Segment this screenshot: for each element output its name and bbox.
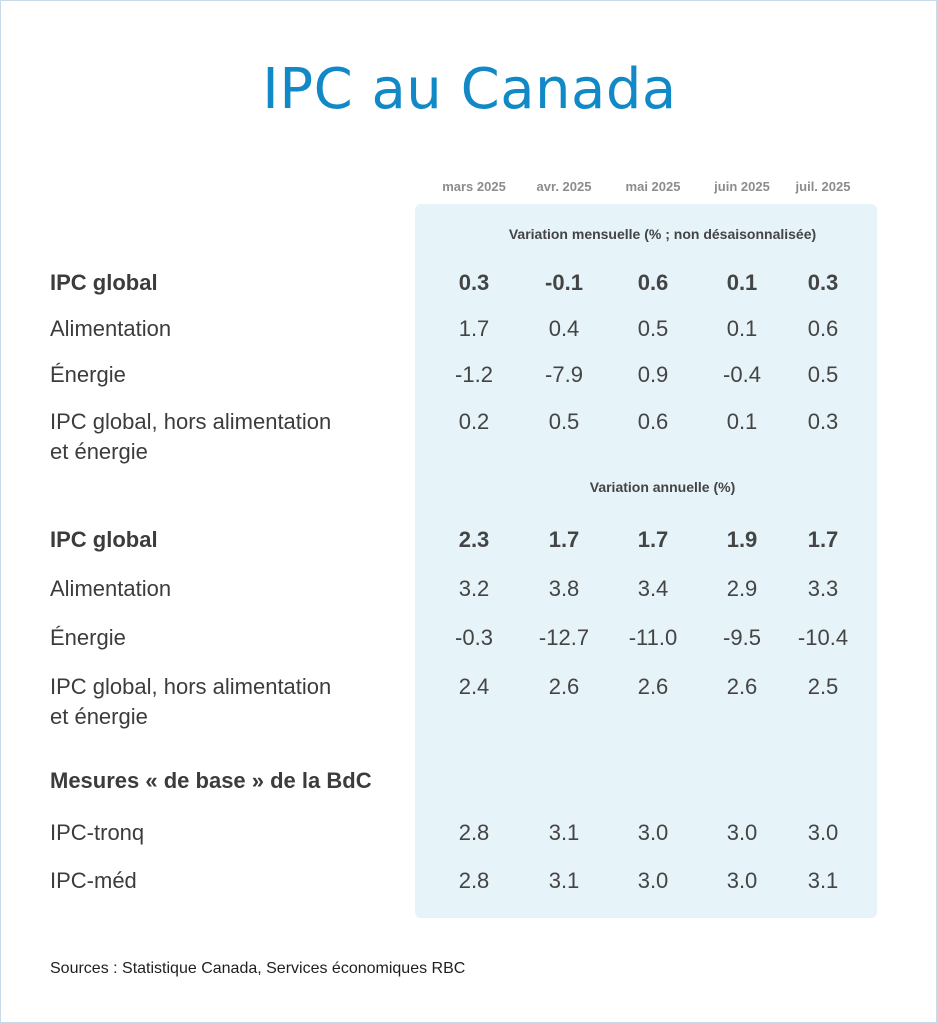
table-cell: 0.5 xyxy=(548,409,580,434)
data-panel xyxy=(415,204,877,918)
table-cell: 2.4 xyxy=(458,674,490,699)
table-cell: 2.9 xyxy=(726,576,758,601)
table-cell: 3.1 xyxy=(807,868,839,893)
table-cell: 0.5 xyxy=(807,362,839,387)
table-cell: 3.0 xyxy=(637,868,669,893)
table-cell: 0.1 xyxy=(726,316,758,341)
table-cell: 0.2 xyxy=(458,409,490,434)
row-label: Énergie xyxy=(50,625,126,650)
row-label: IPC-tronq xyxy=(50,820,145,845)
table-cell: 3.0 xyxy=(726,820,758,845)
table-cell: 3.4 xyxy=(637,576,669,601)
table-cell: -0.4 xyxy=(723,362,761,387)
table-cell: 1.7 xyxy=(458,316,490,341)
row-label: IPC global xyxy=(50,270,158,295)
column-header-juil: juil. 2025 xyxy=(795,179,851,194)
table-cell: 3.0 xyxy=(726,868,758,893)
table-cell: 3.2 xyxy=(458,576,490,601)
column-header-mai: mai 2025 xyxy=(625,179,681,194)
table-cell: 2.8 xyxy=(458,820,490,845)
column-header-juin: juin 2025 xyxy=(714,179,770,194)
table-cell: -1.2 xyxy=(455,362,493,387)
column-header-mars: mars 2025 xyxy=(442,179,506,194)
row-label: IPC global, hors alimentation et énergie xyxy=(50,674,332,729)
table-cell: 0.1 xyxy=(726,409,758,434)
section-heading-core: Mesures « de base » de la BdC xyxy=(50,768,372,793)
table-cell: 3.0 xyxy=(637,820,669,845)
table-cell: 0.5 xyxy=(637,316,669,341)
table-cell: 1.7 xyxy=(548,527,580,552)
table-cell: 3.0 xyxy=(807,820,839,845)
table-cell: -11.0 xyxy=(628,625,678,650)
table-cell: 0.3 xyxy=(807,270,839,295)
table-cell: 0.6 xyxy=(637,270,669,295)
table-cell: -10.4 xyxy=(797,625,849,650)
row-label: Énergie xyxy=(50,362,126,387)
table-cell: 0.6 xyxy=(807,316,839,341)
table-cell: 2.6 xyxy=(726,674,758,699)
table-cell: 0.1 xyxy=(726,270,758,295)
row-label: Alimentation xyxy=(50,316,172,341)
table-cell: 3.3 xyxy=(807,576,839,601)
page-title: IPC au Canada xyxy=(262,57,677,122)
row-label: IPC-méd xyxy=(50,868,137,893)
row-label: IPC global xyxy=(50,527,158,552)
table-cell: -0.1 xyxy=(545,270,583,295)
table-cell: 3.8 xyxy=(548,576,580,601)
table-cell: 1.7 xyxy=(637,527,669,552)
table-cell: 0.3 xyxy=(458,270,490,295)
table-cell: -0.3 xyxy=(455,625,493,650)
table-cell: 0.9 xyxy=(637,362,669,387)
row-label: Alimentation xyxy=(50,576,172,601)
table-cell: 2.6 xyxy=(548,674,580,699)
table-cell: 0.4 xyxy=(548,316,580,341)
sources-note: Sources : Statistique Canada, Services économiques RBC xyxy=(50,960,466,977)
table-cell: 3.1 xyxy=(548,820,580,845)
row-label: IPC global, hors alimentation et énergie xyxy=(50,409,332,464)
table-cell: 2.6 xyxy=(637,674,669,699)
section-label-monthly: Variation mensuelle (% ; non désaisonnalisée) xyxy=(508,226,817,242)
table-cell: 2.8 xyxy=(458,868,490,893)
table-cell: 3.1 xyxy=(548,868,580,893)
table-cell: 2.5 xyxy=(807,674,839,699)
table-cell: 1.9 xyxy=(726,527,758,552)
table-cell: -12.7 xyxy=(538,625,590,650)
table-cell: 0.6 xyxy=(637,409,669,434)
table-cell: -7.9 xyxy=(545,362,583,387)
column-header-avr: avr. 2025 xyxy=(536,179,592,194)
table-cell: 0.3 xyxy=(807,409,839,434)
section-label-annual: Variation annuelle (%) xyxy=(589,479,736,495)
table-cell: -9.5 xyxy=(723,625,761,650)
table-cell: 1.7 xyxy=(807,527,839,552)
table-cell: 2.3 xyxy=(458,527,490,552)
